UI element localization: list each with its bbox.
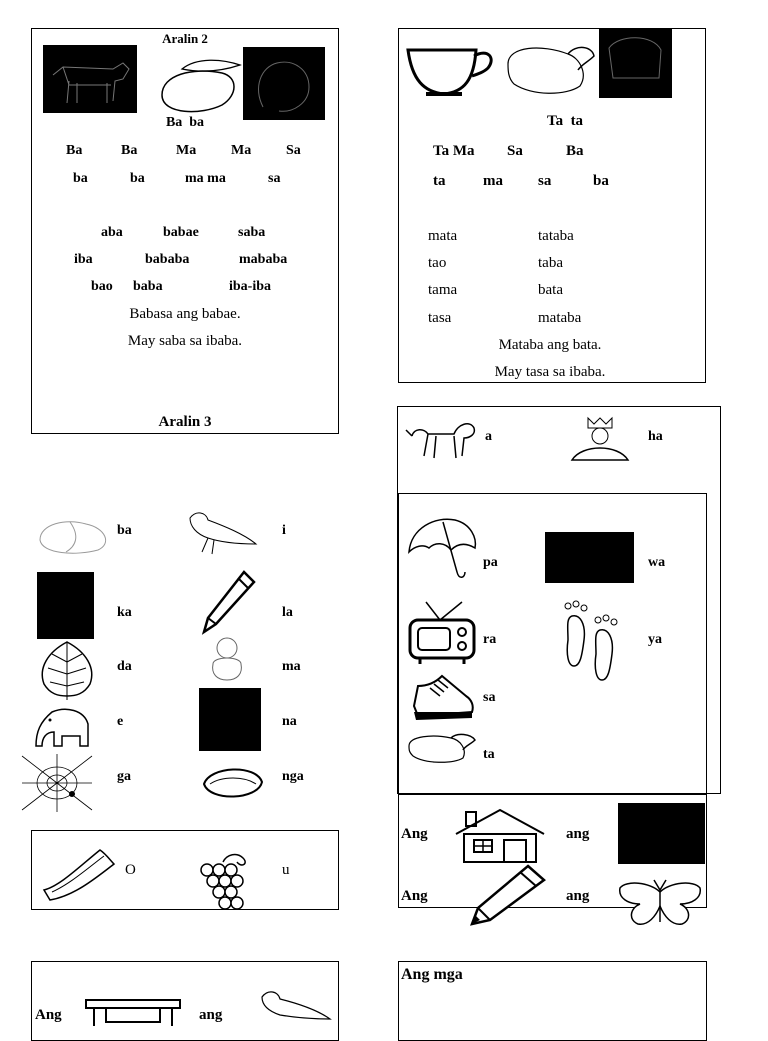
- black-block-picture-3: [545, 532, 634, 583]
- butterfly-picture: [616, 878, 704, 928]
- monkey-picture: [197, 634, 259, 684]
- dark-picture: [599, 28, 672, 98]
- aralin2-word-bao: bao: [91, 279, 113, 294]
- spiderweb-picture: [20, 752, 94, 814]
- aralin2-row1-5: Sa: [286, 143, 301, 158]
- radio-picture: [406, 600, 478, 666]
- aralin2-row1-1: Ba: [66, 143, 83, 158]
- cup-picture: [404, 40, 496, 100]
- letter-la: la: [282, 605, 293, 620]
- letter-i: i: [282, 523, 286, 538]
- ta-word-right-1: tataba: [538, 228, 574, 244]
- hand-picture: [243, 47, 325, 120]
- letter-ya: ya: [648, 632, 662, 647]
- ta-word-left-4: tasa: [428, 310, 452, 326]
- letter-ha: ha: [648, 429, 663, 444]
- letter-a: a: [485, 429, 492, 444]
- bottom-left-ang-2: ang: [199, 1007, 223, 1023]
- ang-row1-right: ang: [566, 826, 590, 842]
- black-block-picture-2: [199, 688, 261, 751]
- letter-ta: ta: [483, 747, 495, 762]
- dog-picture: [404, 412, 478, 464]
- aralin2-word-bababa: bababa: [145, 252, 190, 267]
- king-picture: [568, 414, 632, 464]
- eggplant-picture-2: [405, 730, 477, 764]
- pencil-picture-2: [466, 862, 548, 928]
- ta-row2-3: sa: [538, 173, 552, 189]
- aralin2-word-aba: aba: [101, 225, 123, 240]
- letter-da: da: [117, 659, 132, 674]
- ta-row2-4: ba: [593, 173, 609, 189]
- vowel-u: u: [282, 862, 290, 878]
- aralin2-title: Aralin 2: [162, 31, 208, 46]
- aralin2-row1-3: Ma: [176, 143, 197, 158]
- bacon-picture: [40, 846, 118, 902]
- ta-row1-1: Ta Ma: [433, 143, 475, 159]
- black-block-picture-4: [618, 803, 705, 864]
- ang-row1-left: Ang: [401, 826, 428, 842]
- vowel-o: O: [125, 862, 136, 878]
- letter-pa: pa: [483, 555, 498, 570]
- letter-sa: sa: [483, 690, 496, 705]
- aralin2-row1-2: Ba: [121, 143, 138, 158]
- aralin2-syllable-head: Ba ba: [165, 115, 205, 130]
- house-picture: [452, 806, 548, 864]
- aralin2-row2-3: ma ma: [185, 171, 226, 186]
- mouth-picture: [200, 758, 266, 808]
- aralin2-word-baba: baba: [133, 279, 163, 294]
- aralin2-row2-2: ba: [130, 171, 145, 186]
- aralin2-word-babae: babae: [163, 225, 199, 240]
- bird-picture: [184, 504, 260, 560]
- ang-row2-left: Ang: [401, 888, 428, 904]
- letter-ka: ka: [117, 605, 132, 620]
- eggplant-picture: [502, 40, 598, 98]
- letter-e: e: [117, 714, 124, 729]
- letter-nga: nga: [282, 769, 304, 784]
- table-picture: [84, 996, 182, 1026]
- umbrella-picture: [405, 512, 479, 582]
- letter-na: na: [282, 714, 297, 729]
- ta-row1-3: Ba: [566, 143, 584, 159]
- ta-word-right-2: taba: [538, 255, 563, 271]
- aralin2-row2-4: sa: [268, 171, 281, 186]
- aralin2-sentence1: Babasa ang babae.: [129, 306, 241, 322]
- ta-row2-1: ta: [433, 173, 446, 189]
- letter-ma: ma: [282, 659, 301, 674]
- cow-picture: [43, 45, 137, 113]
- ta-word-right-3: bata: [538, 282, 563, 298]
- ta-row2-2: ma: [483, 173, 503, 189]
- ta-word-right-4: mataba: [538, 310, 582, 326]
- ta-word-left-3: tama: [428, 282, 458, 298]
- footprints-picture: [560, 600, 624, 686]
- bird-picture-2: [256, 985, 334, 1024]
- letter-ga: ga: [117, 769, 131, 784]
- mango-picture: [152, 55, 242, 115]
- aralin2-word-iba: iba: [74, 252, 93, 267]
- letter-wa: wa: [648, 555, 666, 570]
- bottom-right-title: Ang mga: [401, 966, 463, 983]
- aralin2-sentence2: May saba sa ibaba.: [127, 333, 243, 349]
- bottom-left-ang-1: Ang: [35, 1007, 62, 1023]
- aralin2-row1-4: Ma: [231, 143, 252, 158]
- leaf-picture: [36, 638, 98, 702]
- grapes-picture: [193, 850, 253, 918]
- ta-sentence1: Mataba ang bata.: [498, 337, 602, 353]
- ta-syllable-head: Ta ta: [546, 113, 584, 129]
- aralin2-word-mababa: mababa: [239, 252, 288, 267]
- black-block-picture: [37, 572, 94, 639]
- ta-sentence2: May tasa sa ibaba.: [494, 364, 606, 380]
- aralin2-row2-1: ba: [73, 171, 88, 186]
- ang-row2-right: ang: [566, 888, 590, 904]
- shoe-picture: [410, 672, 476, 724]
- elephant-picture: [32, 702, 96, 750]
- pencil-picture: [200, 568, 258, 636]
- letter-ba: ba: [117, 523, 132, 538]
- aralin3-heading: Aralin 3: [158, 414, 212, 430]
- ta-word-left-1: mata: [428, 228, 458, 244]
- aralin2-word-saba: saba: [238, 225, 266, 240]
- aralin2-word-iba-iba: iba-iba: [229, 279, 272, 294]
- letter-ra: ra: [483, 632, 497, 647]
- fruit-picture: [36, 510, 116, 556]
- ta-row1-2: Sa: [507, 143, 523, 159]
- ta-word-left-2: tao: [428, 255, 447, 271]
